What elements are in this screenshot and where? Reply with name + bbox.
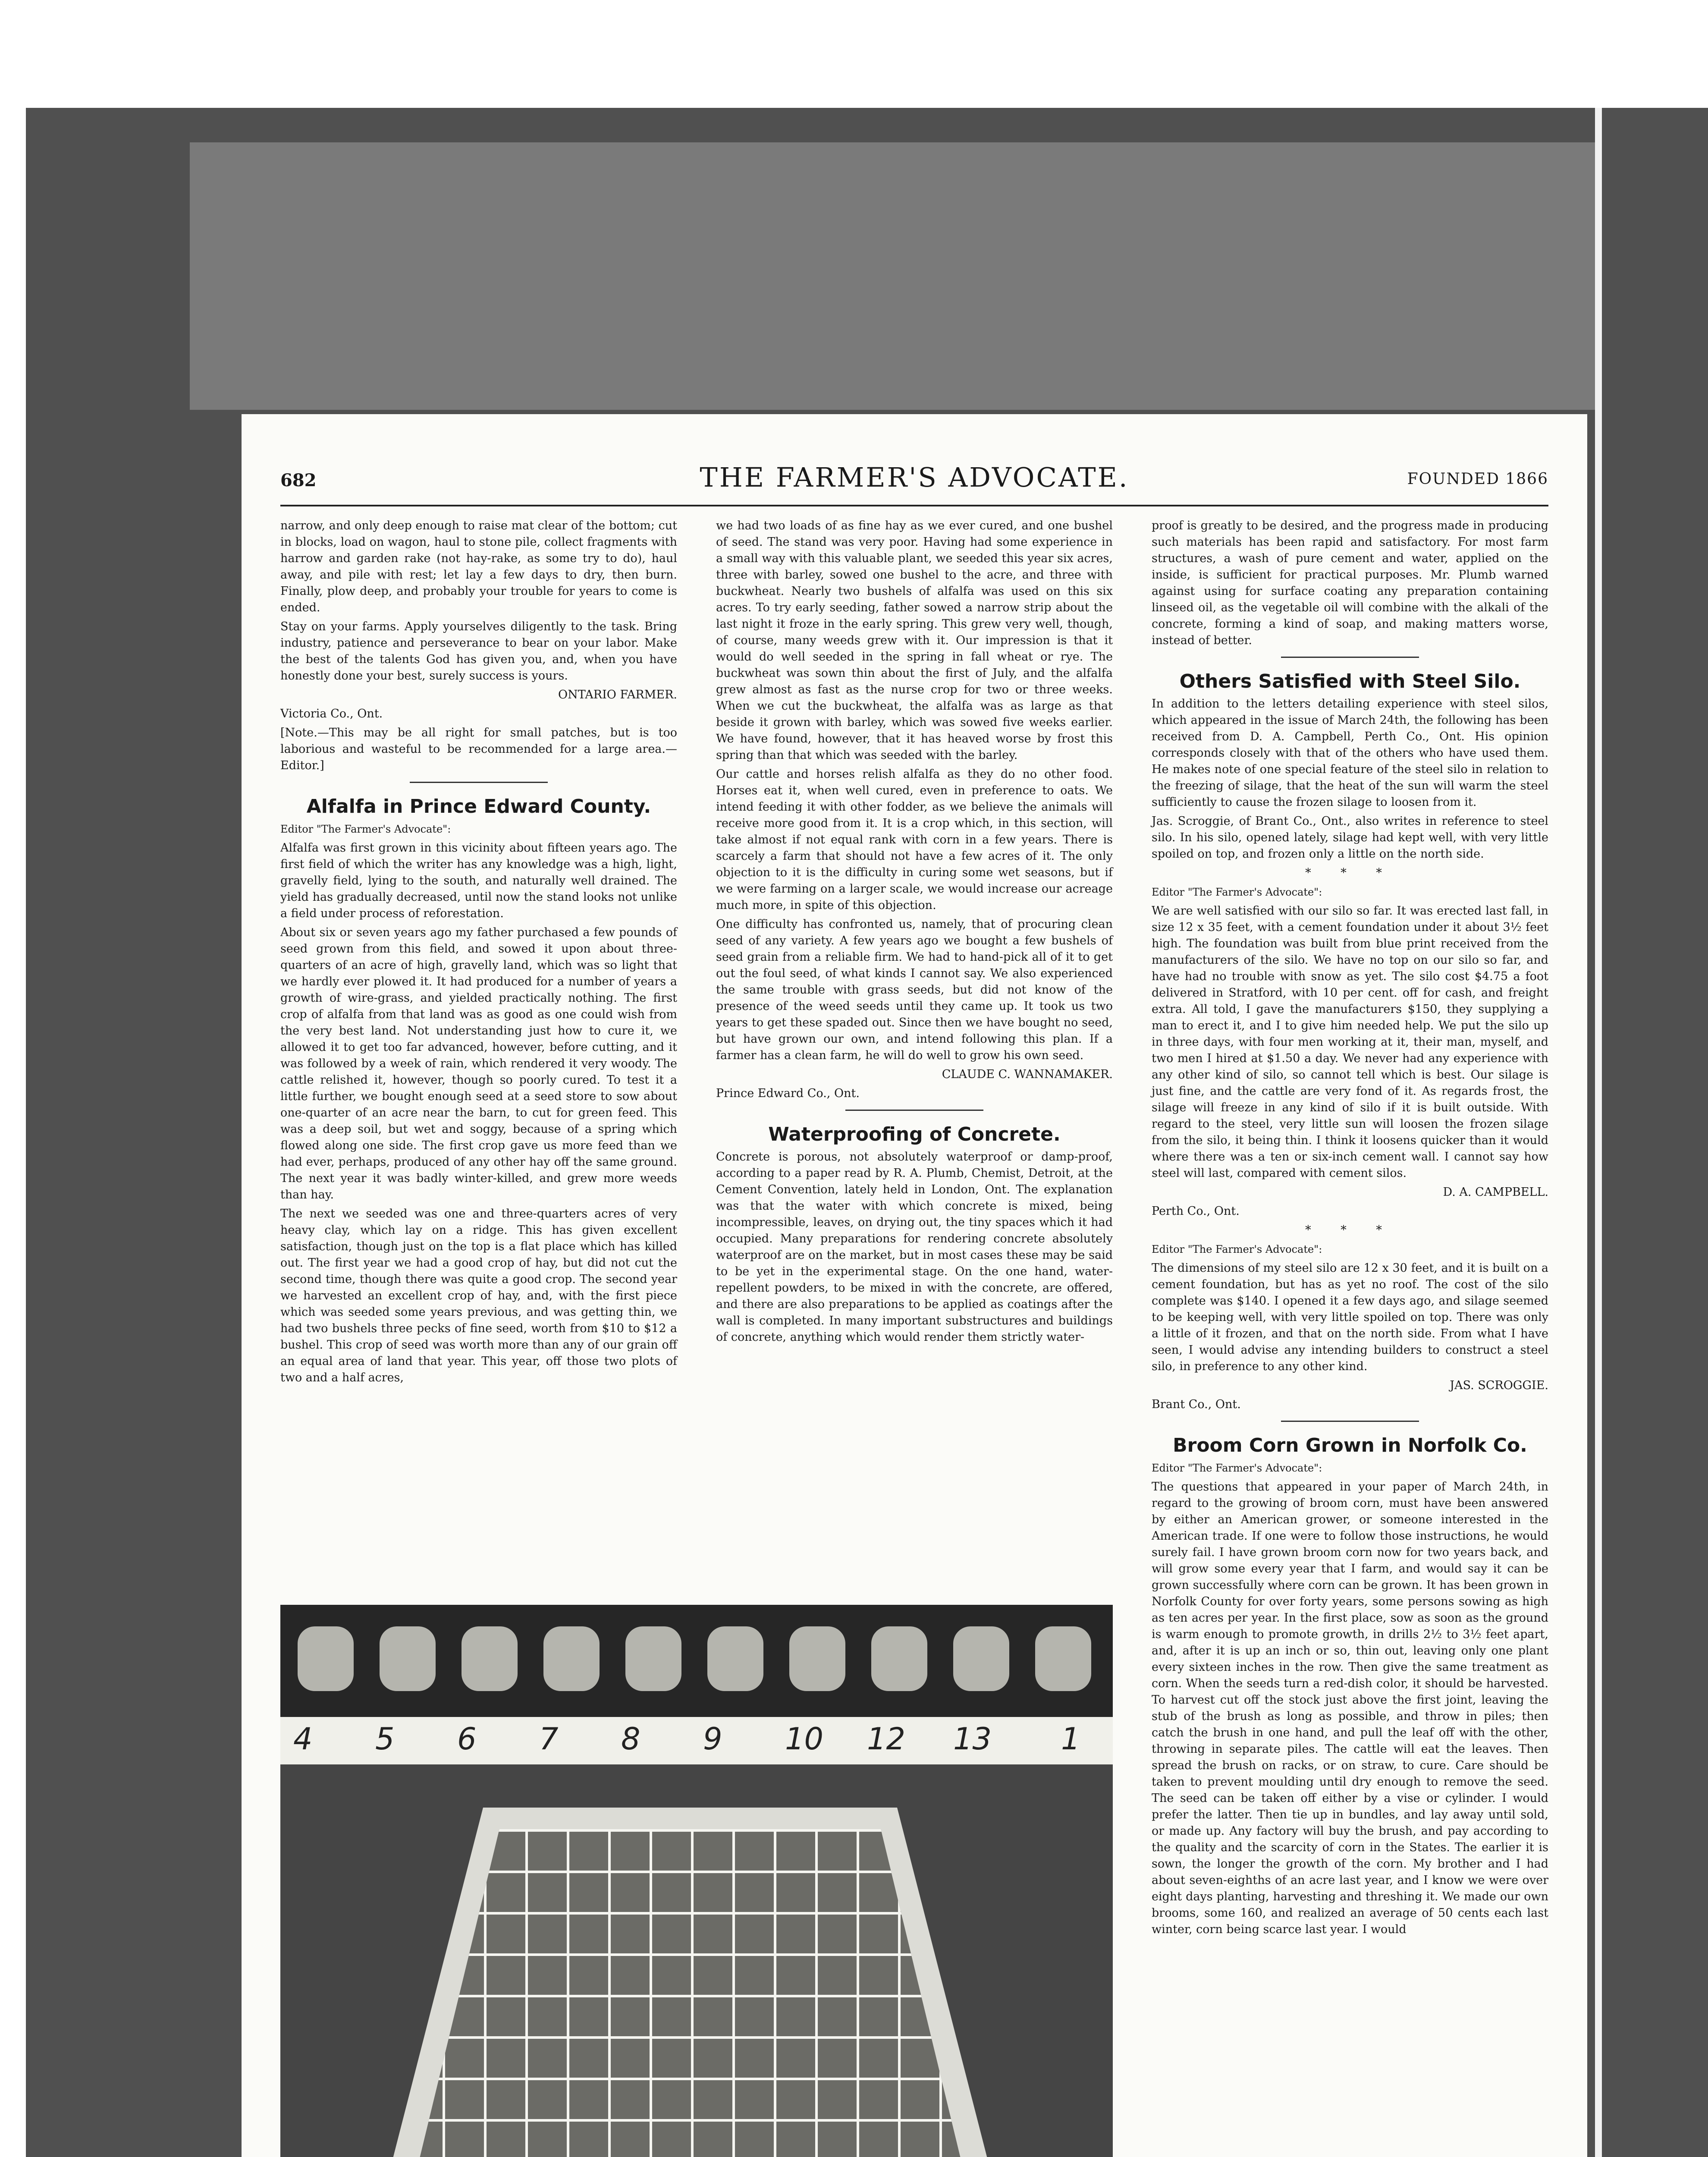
paragraph: Jas. Scroggie, of Brant Co., Ont., also writes in reference to steel silo. In his silo, opened lately, silage had kept well, with very little spoiled on top, and frozen only a little on the north side.	[1152, 814, 1548, 861]
founded-label: FOUNDED 1866	[1407, 470, 1548, 488]
corn-ear	[789, 1626, 845, 1691]
editor-line: Editor "The Farmer's Advocate":	[280, 823, 451, 835]
corn-ears-row	[280, 1605, 1113, 1717]
paragraph: In addition to the letters detailing experience with steel silos, which appeared in the issue of March 24th, the following has been received from D. A. Campbell, Perth Co., Ont. His opinion corresponds closely with that of the others who have used them. He makes note of one special feature of the steel silo in relation to the freezing of silage, that the heat of the sun will warm the steel sufficiently to cause the frozen silage to loosen from it.	[1152, 697, 1548, 809]
paragraph: Alfalfa was first grown in this vicinity about fifteen years ago. The first field of which the writer has any knowledge was a high, light, gravelly field, lying to the south, and naturally well drained. The yield has gradually decreased, until now the stand looks not unlike a field under process of reforestation.	[280, 841, 677, 920]
section-stars: * * *	[1305, 1223, 1395, 1237]
book-binding	[190, 142, 1596, 410]
article-title-silo: Others Satisfied with Steel Silo.	[1179, 670, 1521, 692]
divider	[1281, 657, 1419, 658]
article-title-alfalfa: Alfalfa in Prince Edward County.	[306, 796, 651, 818]
corn-ear	[462, 1626, 518, 1691]
article-title-broom-corn: Broom Corn Grown in Norfolk Co.	[1173, 1434, 1527, 1456]
page-number: 682	[280, 470, 317, 491]
seed-corn-photo	[280, 1605, 1113, 2157]
page-header	[280, 453, 1548, 506]
divider	[1281, 1421, 1419, 1422]
corn-ear	[380, 1626, 436, 1691]
location: Perth Co., Ont.	[1152, 1204, 1240, 1218]
corn-ear	[871, 1626, 927, 1691]
ear-number-strip	[280, 1717, 1113, 1764]
corn-ear	[298, 1626, 354, 1691]
signature: D. A. CAMPBELL.	[1443, 1185, 1548, 1199]
film-margin-top	[0, 0, 1708, 108]
paragraph: Stay on your farms. Apply yourselves diligently to the task. Bring industry, patience and perseverance to bear on your labor. Make the best of the talents God has given you, and, when you have honestly done your best, surely success is yours.	[280, 620, 677, 682]
ear-number: 6	[457, 1721, 477, 1757]
masthead: THE FARMER'S ADVOCATE.	[700, 462, 1129, 493]
location: Victoria Co., Ont.	[280, 707, 383, 720]
paragraph: proof is greatly to be desired, and the progress made in producing such materials has been rapid and satisfactory. For most farm structures, a wash of pure cement and water, applied on the inside, is sufficient for practical purposes. Mr. Plumb warned against using for surface coating any preparation containing linseed oil, as the vegetable oil will combine with the alkali of the concrete, forming a kind of soap, and making matters worse, instead of better.	[1152, 519, 1548, 647]
editor-line: Editor "The Farmer's Advocate":	[1152, 886, 1322, 898]
ear-number: 9	[703, 1721, 722, 1757]
ear-number: 5	[375, 1721, 395, 1757]
paragraph: Concrete is porous, not absolutely waterproof or damp-proof, according to a paper read by R. A. Plumb, Chemist, Detroit, at the Cement Convention, lately held in London, Ont. The explanation was that the water with which concrete is mixed, being incompressible, leaves, on drying out, the tiny spaces which it had occupied. Many preparations for rendering concrete absolutely waterproof are on the market, but in most cases these may be said to be yet in the experimental stage. On the one hand, water-repellent powders, to be mixed in with the concrete, are offered, and there are also preparations to be applied as coatings after the wall is completed. In many important substructures and buildings of concrete, anything which would render them strictly water-	[716, 1150, 1113, 1344]
ear-number: 8	[621, 1721, 640, 1757]
editor-note: [Note.—This may be all right for small patches, but is too laborious and wasteful to be recommended for a large area.—Editor.]	[280, 726, 677, 772]
ear-number: 10	[785, 1721, 824, 1757]
signature: CLAUDE C. WANNAMAKER.	[942, 1068, 1113, 1081]
location: Prince Edward Co., Ont.	[716, 1087, 860, 1100]
paragraph: we had two loads of as fine hay as we ever cured, and one bushel of seed. The stand was very poor. Having had some experience in a small way with this valuable plant, we seeded this year six acres, three with barley, sowed one bushel to the acre, and three with buckwheat. Nearly two bushels of alfalfa was used on this six acres. To try early seeding, father sowed a narrow strip about the last night it froze in the early spring. This grew very well, though, of course, many weeds grew with it. Our impression is that it would do well seeded in the spring in fall wheat or rye. The buckwheat was sown thin about the first of July, and the alfalfa grew almost as fast as the nurse crop for two or three weeks. When we cut the buckwheat, the alfalfa was as large as that beside it grown with barley, which was sowed five weeks earlier. We have found, however, that it has heaved worse by frost this spring than that which was seeded with the barley.	[716, 519, 1113, 762]
ear-number: 4	[293, 1721, 313, 1757]
paragraph: Our cattle and horses relish alfalfa as they do no other food. Horses eat it, when well cured, even in preference to oats. We intend feeding it with other fodder, as we believe the animals will receive more good from it. It is a crop which, in this section, will take almost if not equal rank with corn in a few years. There is scarcely a farm that should not have a few acres of it. The only objection to it is the difficulty in curing some wet seasons, but if we were farming on a larger scale, we would increase our acreage much more, in spite of this objection.	[716, 767, 1113, 912]
editor-line: Editor "The Farmer's Advocate":	[1152, 1462, 1322, 1474]
divider	[410, 782, 548, 783]
film-divider	[1595, 108, 1602, 2157]
corn-ear	[625, 1626, 681, 1691]
newspaper-page	[242, 414, 1587, 2157]
ear-number: 7	[539, 1721, 559, 1757]
corn-ear	[543, 1626, 600, 1691]
ear-number: 1	[1061, 1721, 1080, 1757]
divider	[845, 1110, 983, 1111]
signature: JAS. SCROGGIE.	[1450, 1379, 1548, 1392]
germinating-box-grid	[401, 1829, 979, 2157]
section-stars: * * *	[1305, 866, 1395, 880]
paragraph: We are well satisfied with our silo so far. It was erected last fall, in size 12 x 35 feet, with a cement foundation under it about 3½ feet high. The foundation was built from blue print received from the manufacturers of the silo. We have no top on our silo so far, and have had no trouble with snow as yet. The silo cost $4.75 a foot delivered in Stratford, with 10 per cent. off for cash, and freight extra. All told, I gave the manufacturers $150, they supplying a man to erect it, and I to give him needed help. We put the silo up in three days, with four men working at it, their man, myself, and two men I hired at $1.50 a day. We never had any experience with any other kind of silo, so cannot tell which is best. Our silage is just fine, and the cattle are very fond of it. As regards frost, the silage will freeze in any kind of silo if it is built outside. With regard to the steel, very little sun will loosen the frozen silage from the silo, it being thin. I think it loosens quicker than it would where there was a ten or six-inch cement wall. I cannot say how steel will last, compared with cement silos.	[1152, 904, 1548, 1180]
paragraph: narrow, and only deep enough to raise mat clear of the bottom; cut in blocks, load on wagon, haul to stone pile, collect fragments with harrow and garden rake (not hay-rake, as some try to do), haul away, and pile with rest; let lay a few days to dry, then burn. Finally, plow deep, and probably your trouble for years to come is ended.	[280, 519, 677, 614]
location: Brant Co., Ont.	[1152, 1398, 1241, 1411]
corn-ear	[707, 1626, 763, 1691]
editor-line: Editor "The Farmer's Advocate":	[1152, 1243, 1322, 1255]
signature: ONTARIO FARMER.	[558, 688, 677, 701]
seed-corn-figure	[280, 1605, 1113, 2157]
paragraph: The next we seeded was one and three-quarters acres of very heavy clay, which lay on a ridge. This has given excellent satisfaction, though just on the top is a flat place which has killed out. The first year we had a good crop of hay, but did not cut the second time, though there was quite a good crop. The second year we harvested an excellent crop of hay, and, with the first piece which was seeded some years previous, and was getting thin, we had two bushels three pecks of fine seed, worth from $10 to $12 a bushel. This crop of seed was worth more than any of our grain off an equal area of land that year. This year, off those two plots of two and a half acres,	[280, 1207, 677, 1384]
paragraph: One difficulty has confronted us, namely, that of procuring clean seed of any variety. A few years ago we bought a few bushels of seed grain from a reliable firm. We had to hand-pick all of it to get out the foul seed, of what kinds I cannot say. We also experienced the same trouble with grass seeds, but did not know of the presence of the weed seeds until they came up. It took us two years to get these spaded out. Since then we have bought no seed, but have grown our own, and intend following this plan. If a farmer has a clean farm, he will do well to grow his own seed.	[716, 918, 1113, 1062]
paragraph: About six or seven years ago my father purchased a few pounds of seed grown from this field, and sowed it upon about three-quarters of an acre of high, gravelly land, which was so light that we hardly ever plowed it. It had produced for a number of years a growth of wire-grass, and yielded practically nothing. The first crop of alfalfa from that land was as good as one could wish from the very best land. Not understanding just how to cure it, we allowed it to get too far advanced, however, before cutting, and it was followed by a week of rain, which rendered it very woody. The cattle relished it, however, though so poorly cured. To test it a little further, we bought enough seed at a seed store to sow about one-quarter of an acre near the barn, to cut for green feed. This was a deep soil, but wet and soggy, because of a spring which flowed along one side. The first crop gave us more feed than we had ever, perhaps, produced of any other hay off the same ground. The next year it was badly winter-killed, and grew more weeds than hay.	[280, 926, 677, 1201]
article-title-concrete: Waterproofing of Concrete.	[768, 1123, 1061, 1145]
paragraph: The questions that appeared in your paper of March 24th, in regard to the growing of broom corn, must have been answered by either an American grower, or someone interested in the American trade. If one were to follow those instructions, he would surely fail. I have grown broom corn now for two years back, and will grow some every year that I farm, and would say it can be grown successfully where corn can be grown. It has been grown in Norfolk County for over forty years, some persons sowing as high as ten acres per year. In the first place, sow as soon as the ground is warm enough to promote growth, in drills 2½ to 3½ feet apart, and, after it is up an inch or so, thin out, leaving only one plant every sixteen inches in the row. Then give the same treatment as corn. When the seeds turn a red-dish color, it should be harvested. To harvest cut off the stock just above the first joint, leaving the stub of the brush as long as possible, and throw in piles; then catch the brush in one hand, and pull the leaf off with the other, throwing in separate piles. The cattle will eat the leaves. Then spread the brush on racks, or on straw, to cure. Care should be taken to prevent moulding until dry enough to remove the seed. The seed can be taken off either by a vise or cylinder. I would prefer the latter. Then tie up in bundles, and lay away until sold, or made up. Any factory will buy the brush, and pay according to the quality and the scarcity of corn in the States. The earlier it is sown, the longer the growth of the corn. My brother and I had about seven-eighths of an acre last year, and I know we were over eight days planting, harvesting and threshing it. We made our own brooms, some 160, and realized an average of 50 cents each last winter, corn being scarce last year. I would	[1152, 1480, 1548, 1936]
corn-ear	[953, 1626, 1009, 1691]
paragraph: The dimensions of my steel silo are 12 x 30 feet, and it is built on a cement foundation, but has as yet no roof. The cost of the silo complete was $140. I opened it a few days ago, and silage seemed to be keeping well, with very little spoiled on top. There was only a little of it frozen, and that on the north side. From what I have seen, I would advise any intending builders to construct a steel silo, in preference to any other kind.	[1152, 1261, 1548, 1373]
column-3	[1152, 518, 1548, 1940]
ear-number: 12	[867, 1721, 906, 1757]
corn-ear	[1035, 1626, 1091, 1691]
column-1	[280, 518, 677, 1389]
ear-number: 13	[953, 1721, 992, 1757]
